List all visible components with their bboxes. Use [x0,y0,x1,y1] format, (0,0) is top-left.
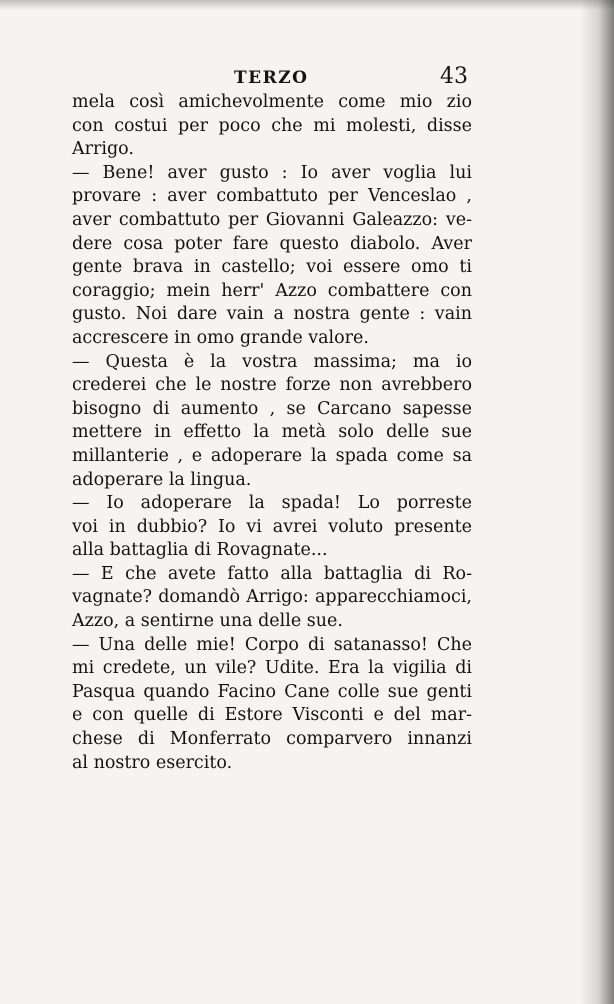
text-line: coraggio; mein herr' Azzo combattere con [72,280,472,301]
text-line: voi in dubbio? Io vi avrei voluto presente [72,516,472,537]
text-line: mettere in effetto la metà solo delle sue [72,422,472,443]
page-number: 43 [440,64,468,89]
text-line: mela così amichevolmente come mio zio [72,92,472,112]
text-line: crederei che le nostre forze non avrebbero [72,375,472,396]
text-line: chese di Monferrato comparvero innanzi [72,729,472,750]
text-line: e con quelle di Estore Visconti e del mar- [72,705,472,726]
text-line: Pasqua quando Facino Cane colle sue genti [72,681,472,702]
text-line: bisogno di aumento , se Carcano sapesse [72,398,472,419]
text-line: gente brava in castello; voi essere omo ti [72,257,472,278]
text-line: dere cosa poter fare questo diabolo. Aver [72,233,472,254]
text-line: mi credete, un vile? Udite. Era la vigilia di [72,658,472,679]
text-line: provare : aver combattuto per Venceslao , [72,186,472,207]
body-text [72,91,472,775]
text-line: Arrigo. [72,139,134,160]
page-gutter-shadow [580,0,614,1004]
text-line: al nostro esercito. [72,752,233,773]
text-line: — Questa è la vostra massima; ma io [72,351,472,372]
running-title: TERZO [234,68,309,88]
text-line: — Una delle mie! Corpo di satanasso! Che [72,634,472,655]
text-line: millanterie , e adoperare la spada come sa [72,445,472,466]
text-line: gusto. Noi dare vain a nostra gente : vain [72,304,472,325]
text-line: accrescere in omo grande valore. [72,327,369,348]
text-line: — Io adoperare la spada! Lo porreste [72,493,472,514]
text-line: adoperare la lingua. [72,469,252,490]
text-line: — E che avete fatto alla battaglia di Ro- [72,563,472,584]
page-top-shadow [0,0,614,10]
text-line: alla battaglia di Rovagnate... [72,540,328,561]
text-line: aver combattuto per Giovanni Galeazzo: ve- [72,209,472,230]
text-line: con costui per poco che mi molesti, disse [72,115,472,136]
text-line: Azzo, a sentirne una delle sue. [72,611,343,632]
text-line: vagnate? domandò Arrigo: apparecchiamoci, [72,587,472,608]
page-header [72,64,468,92]
text-line: — Bene! aver gusto : Io aver voglia lui [72,162,472,183]
